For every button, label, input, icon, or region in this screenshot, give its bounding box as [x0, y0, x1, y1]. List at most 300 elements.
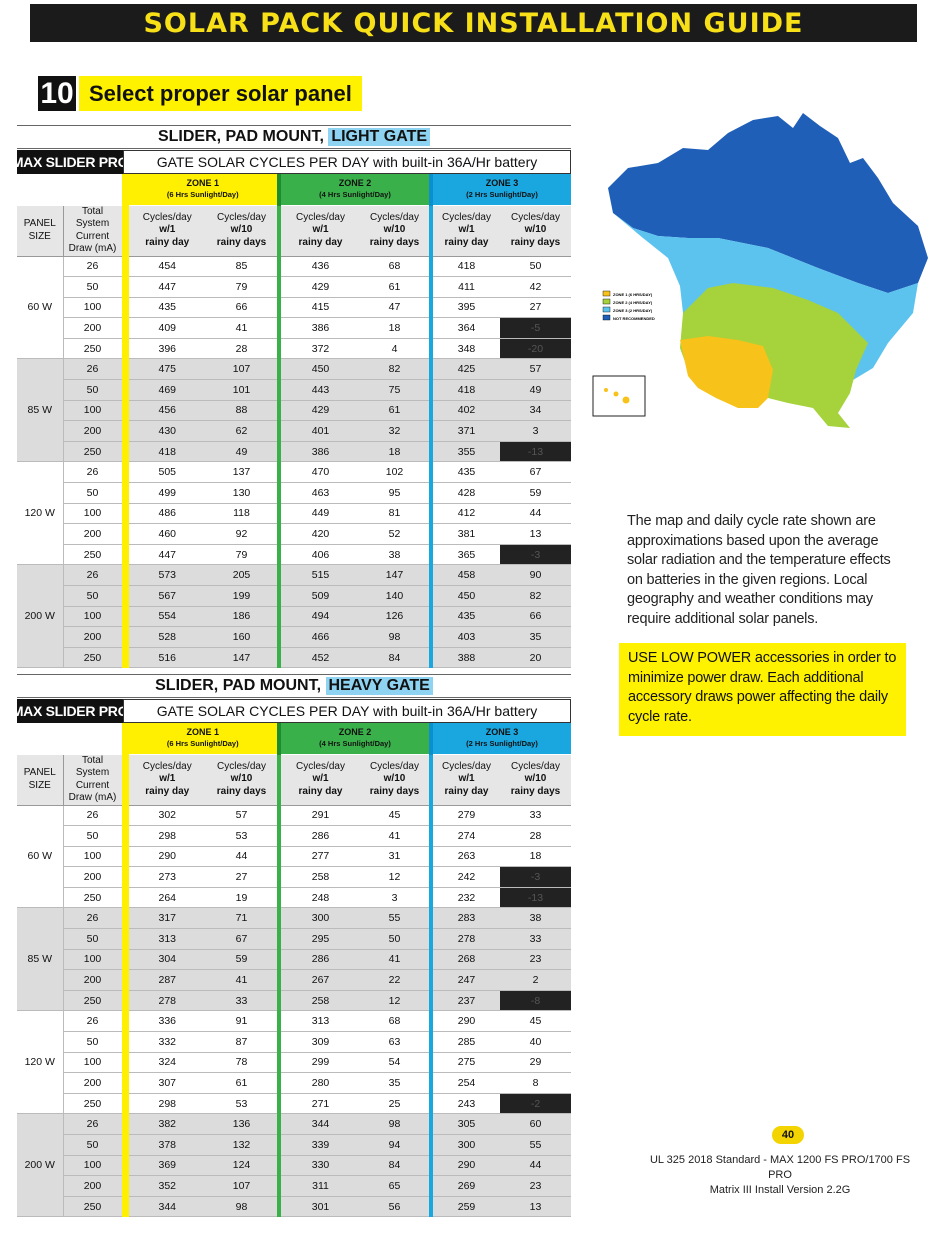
cycles-cell: 339	[279, 1135, 360, 1156]
cycles-cell: 573	[125, 565, 206, 586]
cycles-cell: 290	[431, 1155, 500, 1176]
cycles-cell: 95	[360, 483, 431, 504]
cycles-table	[17, 174, 571, 668]
zone-label: ZONE 1	[186, 178, 219, 189]
cycles-cell: 147	[360, 565, 431, 586]
cycles-cell: 364	[431, 318, 500, 339]
cycles-cell: 435	[431, 462, 500, 483]
table-row	[17, 586, 571, 607]
product-row	[11, 150, 571, 174]
cycles-cell: 258	[279, 990, 360, 1011]
draw-cell: 100	[63, 1155, 125, 1176]
cycles-cell: 33	[206, 990, 279, 1011]
cycles-cell: 378	[125, 1135, 206, 1156]
heavy-gate-table	[11, 674, 571, 1217]
column-header-row	[17, 205, 571, 256]
zone-sublabel: (6 Hrs Sunlight/Day)	[166, 739, 239, 749]
zone3-header	[431, 174, 571, 205]
cycles-cell: 33	[500, 929, 571, 950]
page-number: 40	[772, 1126, 804, 1144]
cycles-cell: 3	[500, 421, 571, 442]
cycles-cell: 291	[279, 805, 360, 826]
cycles-cell: 27	[500, 297, 571, 318]
draw-cell: 100	[63, 400, 125, 421]
cycles-cell: 386	[279, 318, 360, 339]
cycles-cell: 283	[431, 908, 500, 929]
cycles-cell: 40	[500, 1032, 571, 1053]
cycles-cell: 50	[500, 256, 571, 277]
cycles-cell: 248	[279, 887, 360, 908]
cycles-cell: 19	[206, 887, 279, 908]
cycles-cell: 313	[279, 1011, 360, 1032]
table-row	[17, 256, 571, 277]
cycles-cell: 355	[431, 441, 500, 462]
table-row	[17, 441, 571, 462]
table-row	[17, 338, 571, 359]
table-row	[17, 867, 571, 888]
table-subtitle: GATE SOLAR CYCLES PER DAY with built-in 36A/Hr battery	[123, 150, 571, 174]
table-title	[17, 125, 571, 149]
cycles-cell: 50	[360, 929, 431, 950]
panel-size-cell: 200 W	[17, 1114, 63, 1217]
panel-size-cell: 120 W	[17, 1011, 63, 1114]
cycles-cell: 75	[360, 380, 431, 401]
cycles-cell: 396	[125, 338, 206, 359]
cycles-cell: 52	[360, 524, 431, 545]
cycles-cell: 418	[125, 441, 206, 462]
cycles-cell: 515	[279, 565, 360, 586]
cycles-cell: 232	[431, 887, 500, 908]
cycles-cell: 23	[500, 949, 571, 970]
cycles-cell: 33	[500, 805, 571, 826]
cycles-cell: 101	[206, 380, 279, 401]
cycles-cell: 279	[431, 805, 500, 826]
cycles-cell: 456	[125, 400, 206, 421]
product-name: MAX SLIDER PRO	[17, 150, 123, 174]
legend-zone3: ZONE 3 (2 HRS/DAY)	[613, 308, 653, 313]
cycles-cell: 44	[500, 1155, 571, 1176]
table-row	[17, 970, 571, 991]
cycles-cell: 382	[125, 1114, 206, 1135]
cycles-cell: -3	[500, 867, 571, 888]
cycles-cell: 25	[360, 1093, 431, 1114]
table-row	[17, 1011, 571, 1032]
cycles-cell: 278	[431, 929, 500, 950]
cycles-cell: -5	[500, 318, 571, 339]
cycles-cell: 60	[500, 1114, 571, 1135]
table-row	[17, 887, 571, 908]
panel-size-cell: 60 W	[17, 256, 63, 359]
cycles-cell: 18	[360, 441, 431, 462]
table-row	[17, 1155, 571, 1176]
cycles-cell: 287	[125, 970, 206, 991]
cycles-cell: 35	[500, 627, 571, 648]
low-power-note: USE LOW POWER accessories in order to minimize power draw. Each additional accessory draws power affecting the daily cycle rate.	[619, 643, 906, 736]
cycles-cell: 45	[500, 1011, 571, 1032]
cycles-cell: 450	[431, 586, 500, 607]
cycles-cell: 22	[360, 970, 431, 991]
cycles-column-header: Cycles/day w/1 rainy day	[125, 205, 206, 256]
zone3-header	[431, 723, 571, 754]
cycles-cell: 3	[360, 887, 431, 908]
zone-label: ZONE 2	[338, 727, 372, 738]
cycles-cell: -8	[500, 990, 571, 1011]
cycles-cell: 12	[360, 990, 431, 1011]
cycles-column-header: Cycles/day w/10 rainy days	[360, 754, 431, 805]
hawaii-inset	[593, 376, 645, 416]
cycles-cell: 475	[125, 359, 206, 380]
cycles-cell: 32	[360, 421, 431, 442]
cycles-cell: 130	[206, 483, 279, 504]
cycles-cell: 430	[125, 421, 206, 442]
cycles-cell: 305	[431, 1114, 500, 1135]
cycles-cell: 102	[360, 462, 431, 483]
zone-sublabel: (2 Hrs Sunlight/Day)	[466, 190, 538, 200]
cycles-cell: 286	[279, 826, 360, 847]
cycles-column-header: Cycles/day w/10 rainy days	[206, 205, 279, 256]
legend-zone1: ZONE 1 (6 HRS/DAY)	[613, 292, 653, 297]
cycles-cell: 454	[125, 256, 206, 277]
cycles-cell: 428	[431, 483, 500, 504]
cycles-cell: 98	[206, 1196, 279, 1217]
draw-cell: 50	[63, 826, 125, 847]
draw-cell: 200	[63, 318, 125, 339]
table-row	[17, 544, 571, 565]
table-row	[17, 606, 571, 627]
cycles-cell: 311	[279, 1176, 360, 1197]
cycles-cell: 317	[125, 908, 206, 929]
cycles-cell: 118	[206, 503, 279, 524]
cycles-cell: 381	[431, 524, 500, 545]
table-row	[17, 929, 571, 950]
cycles-cell: 87	[206, 1032, 279, 1053]
footer	[640, 1153, 920, 1198]
draw-cell: 200	[63, 970, 125, 991]
cycles-cell: 295	[279, 929, 360, 950]
cycles-cell: 470	[279, 462, 360, 483]
draw-cell: 100	[63, 503, 125, 524]
cycles-cell: 34	[500, 400, 571, 421]
cycles-column-header: Cycles/day w/1 rainy day	[431, 754, 500, 805]
step-number: 10	[38, 76, 76, 111]
cycles-cell: 264	[125, 887, 206, 908]
cycles-cell: 199	[206, 586, 279, 607]
table-row	[17, 1196, 571, 1217]
cycles-cell: 388	[431, 647, 500, 668]
cycles-cell: 258	[279, 867, 360, 888]
cycles-cell: 13	[500, 1196, 571, 1217]
cycles-cell: 300	[431, 1135, 500, 1156]
cycles-cell: 435	[431, 606, 500, 627]
cycles-cell: 59	[206, 949, 279, 970]
cycles-cell: 452	[279, 647, 360, 668]
table-row	[17, 297, 571, 318]
cycles-cell: 68	[360, 1011, 431, 1032]
draw-header: Total System Current Draw (mA)	[63, 754, 125, 805]
table-row	[17, 421, 571, 442]
cycles-cell: 205	[206, 565, 279, 586]
cycles-cell: 107	[206, 1176, 279, 1197]
cycles-column-header: Cycles/day w/1 rainy day	[279, 754, 360, 805]
cycles-column-header: Cycles/day w/10 rainy days	[206, 754, 279, 805]
draw-cell: 50	[63, 1032, 125, 1053]
cycles-cell: 41	[206, 970, 279, 991]
draw-cell: 250	[63, 441, 125, 462]
cycles-cell: 44	[206, 846, 279, 867]
cycles-cell: 313	[125, 929, 206, 950]
cycles-cell: 450	[279, 359, 360, 380]
draw-cell: 250	[63, 338, 125, 359]
cycles-column-header: Cycles/day w/10 rainy days	[360, 205, 431, 256]
draw-cell: 250	[63, 1196, 125, 1217]
cycles-cell: 307	[125, 1073, 206, 1094]
zone-header-row	[17, 174, 571, 205]
cycles-cell: 344	[279, 1114, 360, 1135]
cycles-table	[17, 723, 571, 1217]
cycles-cell: -13	[500, 887, 571, 908]
light-gate-table	[11, 125, 571, 668]
cycles-cell: 369	[125, 1155, 206, 1176]
draw-cell: 50	[63, 929, 125, 950]
cycles-column-header: Cycles/day w/1 rainy day	[431, 205, 500, 256]
zone2-header	[279, 723, 431, 754]
cycles-cell: 49	[206, 441, 279, 462]
table-row	[17, 805, 571, 826]
table-row	[17, 359, 571, 380]
cycles-cell: 372	[279, 338, 360, 359]
draw-cell: 200	[63, 421, 125, 442]
cycles-cell: 567	[125, 586, 206, 607]
map-region-zone1	[680, 336, 773, 408]
cycles-cell: 71	[206, 908, 279, 929]
cycles-column-header: Cycles/day w/1 rainy day	[125, 754, 206, 805]
draw-cell: 50	[63, 277, 125, 298]
cycles-cell: 47	[360, 297, 431, 318]
cycles-cell: 403	[431, 627, 500, 648]
cycles-cell: 38	[360, 544, 431, 565]
cycles-cell: 300	[279, 908, 360, 929]
table-row	[17, 1114, 571, 1135]
cycles-cell: 61	[360, 400, 431, 421]
cycles-cell: 277	[279, 846, 360, 867]
table-row	[17, 483, 571, 504]
cycles-cell: 458	[431, 565, 500, 586]
cycles-cell: 280	[279, 1073, 360, 1094]
cycles-cell: 84	[360, 647, 431, 668]
cycles-cell: 285	[431, 1032, 500, 1053]
panel-size-header: PANEL SIZE	[17, 754, 63, 805]
cycles-cell: 402	[431, 400, 500, 421]
cycles-cell: 429	[279, 277, 360, 298]
cycles-cell: 466	[279, 627, 360, 648]
cycles-cell: 8	[500, 1073, 571, 1094]
cycles-cell: 132	[206, 1135, 279, 1156]
draw-cell: 50	[63, 380, 125, 401]
draw-cell: 200	[63, 627, 125, 648]
draw-cell: 200	[63, 1073, 125, 1094]
panel-size-header: PANEL SIZE	[17, 205, 63, 256]
draw-cell: 200	[63, 524, 125, 545]
cycles-cell: 84	[360, 1155, 431, 1176]
cycles-cell: 12	[360, 867, 431, 888]
cycles-cell: 411	[431, 277, 500, 298]
table-row	[17, 647, 571, 668]
cycles-cell: 301	[279, 1196, 360, 1217]
cycles-cell: 509	[279, 586, 360, 607]
cycles-cell: 4	[360, 338, 431, 359]
cycles-cell: 242	[431, 867, 500, 888]
table-title-highlight: LIGHT GATE	[328, 128, 430, 146]
table-row	[17, 1032, 571, 1053]
draw-cell: 100	[63, 297, 125, 318]
cycles-cell: 62	[206, 421, 279, 442]
cycles-cell: 147	[206, 647, 279, 668]
table-row	[17, 565, 571, 586]
footer-line2: Matrix III Install Version 2.2G	[709, 1184, 851, 1196]
cycles-cell: 79	[206, 544, 279, 565]
draw-cell: 250	[63, 990, 125, 1011]
cycles-cell: 29	[500, 1052, 571, 1073]
cycles-cell: 304	[125, 949, 206, 970]
cycles-cell: 66	[500, 606, 571, 627]
zone-sublabel: (2 Hrs Sunlight/Day)	[466, 739, 538, 749]
table-row	[17, 1052, 571, 1073]
cycles-cell: 278	[125, 990, 206, 1011]
cycles-cell: 336	[125, 1011, 206, 1032]
table-row	[17, 1135, 571, 1156]
cycles-cell: 2	[500, 970, 571, 991]
cycles-cell: 57	[500, 359, 571, 380]
zone-sublabel: (4 Hrs Sunlight/Day)	[319, 739, 391, 749]
cycles-cell: 286	[279, 949, 360, 970]
cycles-cell: 447	[125, 544, 206, 565]
table-row	[17, 846, 571, 867]
panel-size-cell: 60 W	[17, 805, 63, 908]
cycles-cell: 41	[360, 949, 431, 970]
cycles-cell: 66	[206, 297, 279, 318]
cycles-cell: 429	[279, 400, 360, 421]
table-title-highlight: HEAVY GATE	[326, 677, 433, 695]
cycles-cell: 65	[360, 1176, 431, 1197]
footer-line1: UL 325 2018 Standard - MAX 1200 FS PRO/1700 FS PRO	[649, 1154, 911, 1181]
zone-label: ZONE 2	[338, 178, 372, 189]
cycles-cell: 418	[431, 256, 500, 277]
cycles-cell: 290	[431, 1011, 500, 1032]
cycles-cell: -13	[500, 441, 571, 462]
draw-cell: 26	[63, 359, 125, 380]
zone-sublabel: (6 Hrs Sunlight/Day)	[166, 190, 239, 200]
cycles-column-header: Cycles/day w/10 rainy days	[500, 205, 571, 256]
cycles-cell: 436	[279, 256, 360, 277]
cycles-cell: 298	[125, 1093, 206, 1114]
zone1-header	[125, 723, 279, 754]
cycles-cell: 469	[125, 380, 206, 401]
draw-cell: 250	[63, 1093, 125, 1114]
draw-cell: 250	[63, 887, 125, 908]
table-row	[17, 462, 571, 483]
cycles-cell: 41	[206, 318, 279, 339]
product-row	[11, 699, 571, 723]
cycles-cell: 38	[500, 908, 571, 929]
draw-cell: 26	[63, 1011, 125, 1032]
table-row	[17, 400, 571, 421]
cycles-cell: 79	[206, 277, 279, 298]
draw-cell: 200	[63, 1176, 125, 1197]
cycles-cell: 247	[431, 970, 500, 991]
cycles-cell: 516	[125, 647, 206, 668]
cycles-cell: 449	[279, 503, 360, 524]
cycles-cell: 45	[360, 805, 431, 826]
cycles-cell: 332	[125, 1032, 206, 1053]
cycles-cell: 49	[500, 380, 571, 401]
cycles-cell: 409	[125, 318, 206, 339]
cycles-cell: 324	[125, 1052, 206, 1073]
cycles-cell: 425	[431, 359, 500, 380]
cycles-cell: 44	[500, 503, 571, 524]
cycles-cell: 91	[206, 1011, 279, 1032]
draw-cell: 250	[63, 647, 125, 668]
draw-cell: 26	[63, 256, 125, 277]
cycles-cell: 61	[360, 277, 431, 298]
cycles-cell: -20	[500, 338, 571, 359]
cycles-cell: 13	[500, 524, 571, 545]
table-row	[17, 949, 571, 970]
cycles-column-header: Cycles/day w/1 rainy day	[279, 205, 360, 256]
zone1-header	[125, 174, 279, 205]
cycles-cell: 463	[279, 483, 360, 504]
table-row	[17, 318, 571, 339]
cycles-cell: 41	[360, 826, 431, 847]
banner-title: SOLAR PACK QUICK INSTALLATION GUIDE	[143, 7, 804, 39]
cycles-cell: 275	[431, 1052, 500, 1073]
panel-size-cell: 200 W	[17, 565, 63, 668]
cycles-cell: 386	[279, 441, 360, 462]
cycles-cell: 92	[206, 524, 279, 545]
draw-cell: 100	[63, 1052, 125, 1073]
cycles-cell: 348	[431, 338, 500, 359]
cycles-cell: 59	[500, 483, 571, 504]
cycles-cell: 371	[431, 421, 500, 442]
cycles-cell: 418	[431, 380, 500, 401]
table-title-prefix: SLIDER, PAD MOUNT,	[155, 677, 326, 694]
cycles-cell: 53	[206, 826, 279, 847]
cycles-cell: 352	[125, 1176, 206, 1197]
zone2-header	[279, 174, 431, 205]
cycles-cell: 18	[360, 318, 431, 339]
cycles-cell: 435	[125, 297, 206, 318]
cycles-cell: 78	[206, 1052, 279, 1073]
cycles-cell: 57	[206, 805, 279, 826]
draw-cell: 200	[63, 867, 125, 888]
guide-banner	[30, 4, 917, 42]
cycles-cell: 412	[431, 503, 500, 524]
draw-cell: 26	[63, 565, 125, 586]
table-row	[17, 277, 571, 298]
draw-cell: 50	[63, 1135, 125, 1156]
cycles-cell: -3	[500, 544, 571, 565]
table-row	[17, 1176, 571, 1197]
cycles-cell: 302	[125, 805, 206, 826]
cycles-cell: 254	[431, 1073, 500, 1094]
cycles-cell: 365	[431, 544, 500, 565]
cycles-cell: 28	[500, 826, 571, 847]
cycles-cell: 20	[500, 647, 571, 668]
cycles-cell: 274	[431, 826, 500, 847]
cycles-cell: 124	[206, 1155, 279, 1176]
cycles-cell: 267	[279, 970, 360, 991]
cycles-cell: 443	[279, 380, 360, 401]
cycles-cell: 53	[206, 1093, 279, 1114]
